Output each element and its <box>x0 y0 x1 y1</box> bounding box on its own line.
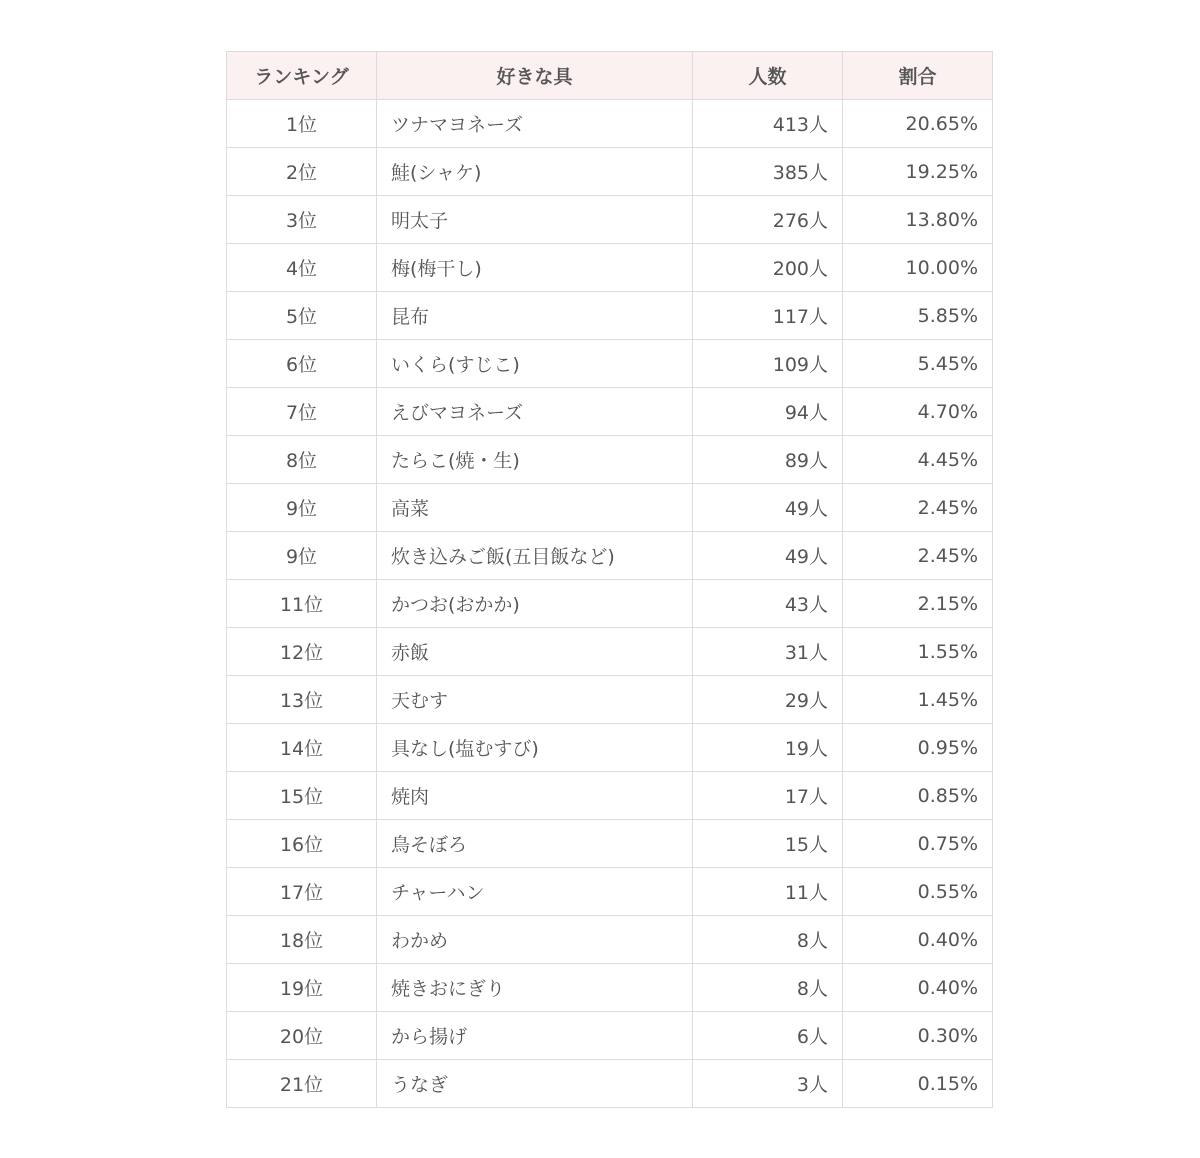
table-row <box>227 916 993 964</box>
count-cell: 276人 <box>693 196 843 244</box>
ratio-cell: 1.55% <box>843 628 993 676</box>
filling-cell: わかめ <box>377 916 693 964</box>
header-ratio: 割合 <box>843 52 993 100</box>
ratio-cell: 10.00% <box>843 244 993 292</box>
table-row <box>227 1012 993 1060</box>
table-row <box>227 100 993 148</box>
count-cell: 29人 <box>693 676 843 724</box>
ranking-table <box>226 51 993 1108</box>
ratio-cell: 0.55% <box>843 868 993 916</box>
rank-cell: 1位 <box>227 100 377 148</box>
header-people-count: 人数 <box>693 52 843 100</box>
rank-cell: 9位 <box>227 484 377 532</box>
rank-cell: 4位 <box>227 244 377 292</box>
rank-cell: 7位 <box>227 388 377 436</box>
filling-cell: 焼肉 <box>377 772 693 820</box>
ratio-cell: 19.25% <box>843 148 993 196</box>
table-row <box>227 772 993 820</box>
count-cell: 31人 <box>693 628 843 676</box>
rank-cell: 8位 <box>227 436 377 484</box>
count-cell: 49人 <box>693 532 843 580</box>
header-favorite-filling: 好きな具 <box>377 52 693 100</box>
header-row <box>227 52 993 100</box>
count-cell: 8人 <box>693 916 843 964</box>
rank-cell: 5位 <box>227 292 377 340</box>
table-row <box>227 532 993 580</box>
table-row <box>227 676 993 724</box>
count-cell: 94人 <box>693 388 843 436</box>
ratio-cell: 5.45% <box>843 340 993 388</box>
count-cell: 200人 <box>693 244 843 292</box>
ratio-cell: 0.75% <box>843 820 993 868</box>
table-header <box>227 52 993 100</box>
filling-cell: 鳥そぼろ <box>377 820 693 868</box>
filling-cell: 焼きおにぎり <box>377 964 693 1012</box>
rank-cell: 17位 <box>227 868 377 916</box>
count-cell: 6人 <box>693 1012 843 1060</box>
ratio-cell: 0.95% <box>843 724 993 772</box>
table-row <box>227 484 993 532</box>
rank-cell: 9位 <box>227 532 377 580</box>
rank-cell: 3位 <box>227 196 377 244</box>
count-cell: 385人 <box>693 148 843 196</box>
rank-cell: 19位 <box>227 964 377 1012</box>
count-cell: 15人 <box>693 820 843 868</box>
ratio-cell: 4.45% <box>843 436 993 484</box>
rank-cell: 21位 <box>227 1060 377 1108</box>
filling-cell: 高菜 <box>377 484 693 532</box>
ratio-cell: 2.15% <box>843 580 993 628</box>
table-row <box>227 148 993 196</box>
count-cell: 49人 <box>693 484 843 532</box>
header-ranking: ランキング <box>227 52 377 100</box>
table-row <box>227 868 993 916</box>
rank-cell: 18位 <box>227 916 377 964</box>
filling-cell: かつお(おかか) <box>377 580 693 628</box>
filling-cell: 明太子 <box>377 196 693 244</box>
filling-cell: 赤飯 <box>377 628 693 676</box>
filling-cell: 天むす <box>377 676 693 724</box>
filling-cell: 鮭(シャケ) <box>377 148 693 196</box>
count-cell: 17人 <box>693 772 843 820</box>
ratio-cell: 0.85% <box>843 772 993 820</box>
count-cell: 3人 <box>693 1060 843 1108</box>
count-cell: 11人 <box>693 868 843 916</box>
count-cell: 43人 <box>693 580 843 628</box>
count-cell: 117人 <box>693 292 843 340</box>
ratio-cell: 0.40% <box>843 916 993 964</box>
rank-cell: 15位 <box>227 772 377 820</box>
filling-cell: 炊き込みご飯(五目飯など) <box>377 532 693 580</box>
count-cell: 109人 <box>693 340 843 388</box>
table-row <box>227 964 993 1012</box>
filling-cell: たらこ(焼・生) <box>377 436 693 484</box>
ratio-cell: 0.30% <box>843 1012 993 1060</box>
count-cell: 89人 <box>693 436 843 484</box>
rank-cell: 12位 <box>227 628 377 676</box>
table-row <box>227 436 993 484</box>
rank-cell: 20位 <box>227 1012 377 1060</box>
rank-cell: 16位 <box>227 820 377 868</box>
table-row <box>227 628 993 676</box>
table-row <box>227 820 993 868</box>
filling-cell: うなぎ <box>377 1060 693 1108</box>
table-row <box>227 196 993 244</box>
count-cell: 19人 <box>693 724 843 772</box>
filling-cell: 梅(梅干し) <box>377 244 693 292</box>
count-cell: 413人 <box>693 100 843 148</box>
table-row <box>227 340 993 388</box>
table-row <box>227 244 993 292</box>
table-row <box>227 580 993 628</box>
rank-cell: 11位 <box>227 580 377 628</box>
ratio-cell: 2.45% <box>843 532 993 580</box>
ratio-cell: 4.70% <box>843 388 993 436</box>
table-row <box>227 724 993 772</box>
ratio-cell: 1.45% <box>843 676 993 724</box>
filling-cell: から揚げ <box>377 1012 693 1060</box>
filling-cell: チャーハン <box>377 868 693 916</box>
table-row <box>227 1060 993 1108</box>
filling-cell: 昆布 <box>377 292 693 340</box>
filling-cell: 具なし(塩むすび) <box>377 724 693 772</box>
ratio-cell: 5.85% <box>843 292 993 340</box>
rank-cell: 2位 <box>227 148 377 196</box>
filling-cell: ツナマヨネーズ <box>377 100 693 148</box>
ratio-cell: 0.15% <box>843 1060 993 1108</box>
filling-cell: いくら(すじこ) <box>377 340 693 388</box>
ratio-cell: 13.80% <box>843 196 993 244</box>
ratio-cell: 0.40% <box>843 964 993 1012</box>
filling-cell: えびマヨネーズ <box>377 388 693 436</box>
ratio-cell: 20.65% <box>843 100 993 148</box>
count-cell: 8人 <box>693 964 843 1012</box>
rank-cell: 13位 <box>227 676 377 724</box>
rank-cell: 14位 <box>227 724 377 772</box>
table-body <box>227 100 993 1108</box>
table-row <box>227 388 993 436</box>
rank-cell: 6位 <box>227 340 377 388</box>
table-row <box>227 292 993 340</box>
ratio-cell: 2.45% <box>843 484 993 532</box>
